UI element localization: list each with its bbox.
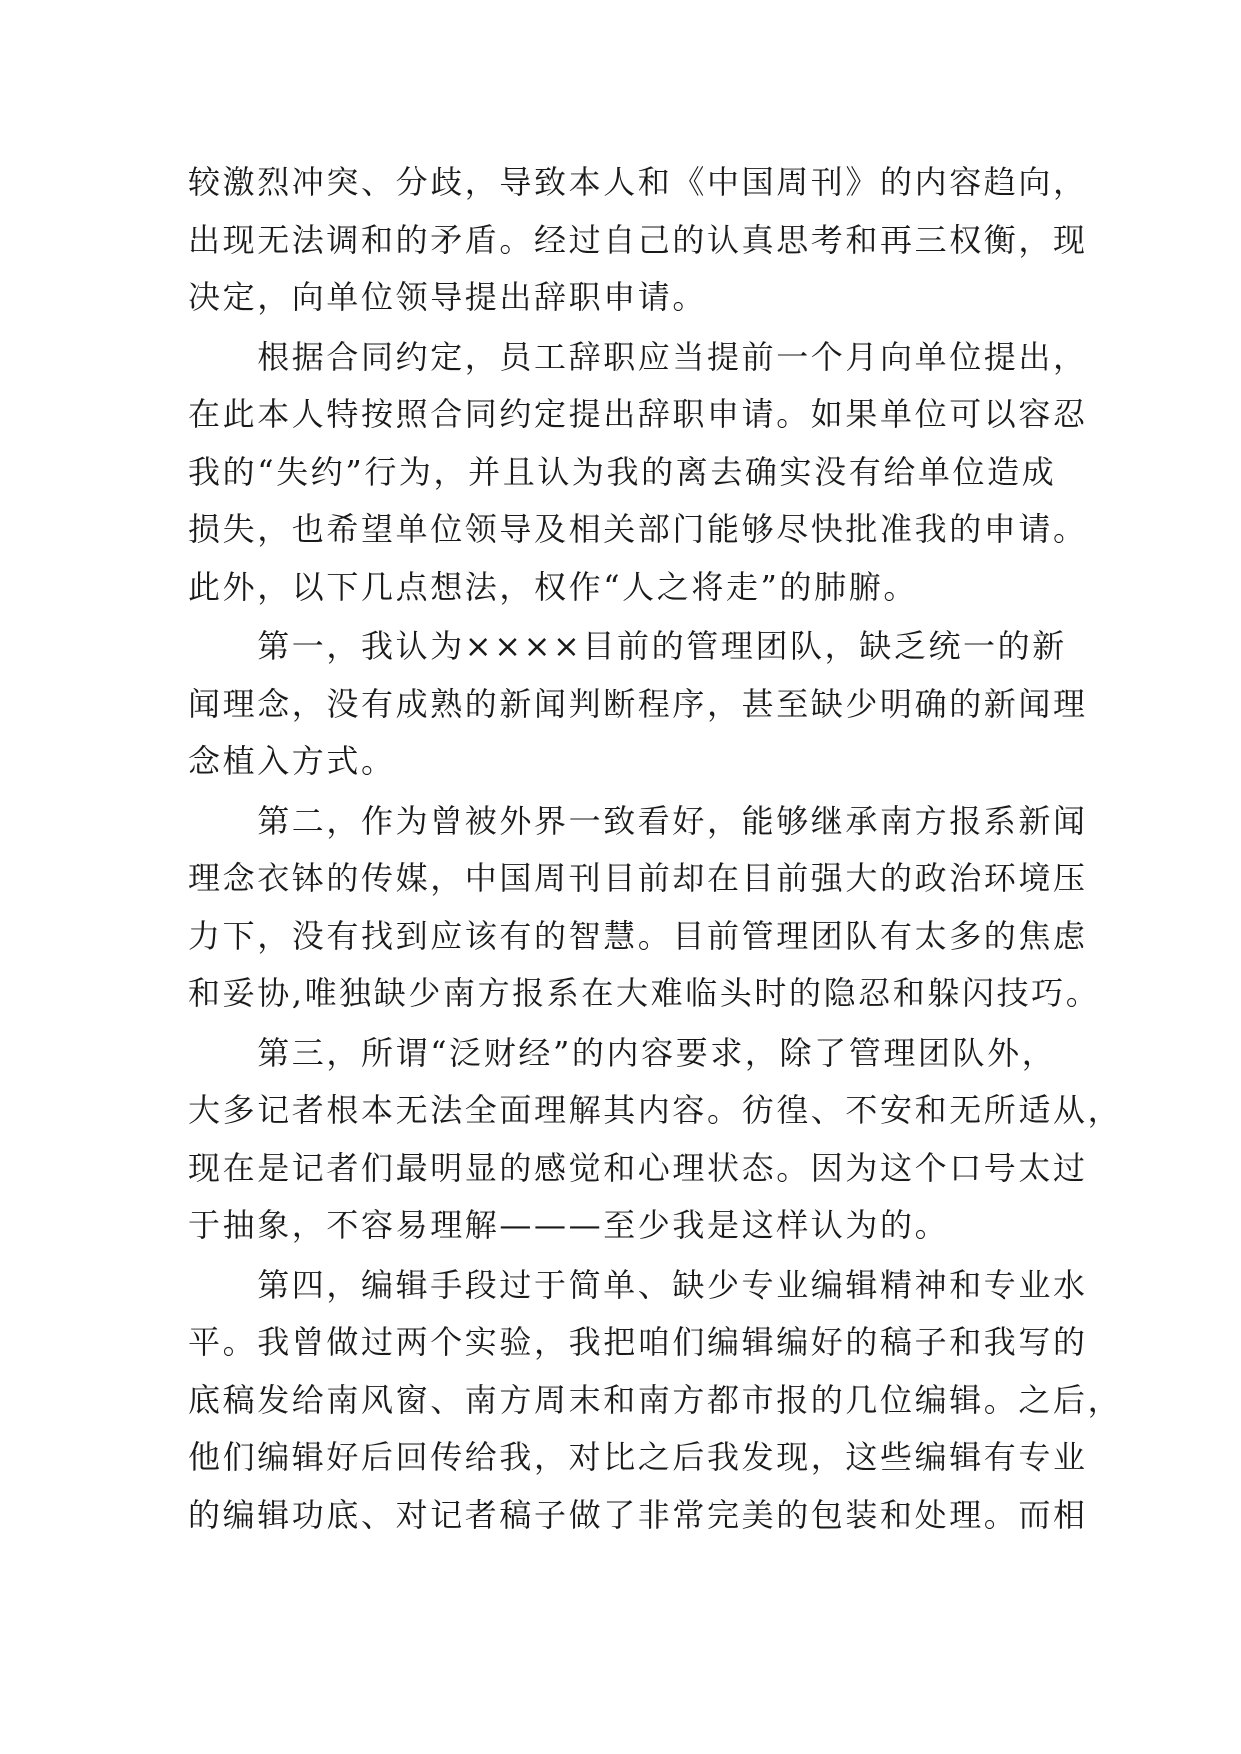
text-line: 理念衣钵的传媒，中国周刊目前却在目前强大的政治环境压 [188,859,1088,897]
text-line: 的编辑功底、对记者稿子做了非常完美的包装和处理。而相 [188,1495,1088,1534]
paragraph [188,618,1088,791]
text-line: 第二，作为曾被外界一致看好，能够继承南方报系新闻 [188,801,1088,840]
text-line: 我的“失约”行为，并且认为我的离去确实没有给单位造成 [188,452,1057,491]
text-line: 现在是记者们最明显的感觉和心理状态。因为这个口号太过 [188,1148,1088,1187]
text-line: 大多记者根本无法全面理解其内容。彷徨、不安和无所适从， [188,1091,1123,1129]
paragraph [188,1025,1123,1255]
text-line: 力下，没有找到应该有的智慧。目前管理团队有太多的焦虑 [188,916,1088,955]
paragraph [188,793,1101,1023]
text-line: 决定，向单位领导提出辞职申请。 [188,278,708,316]
text-line: 他们编辑好后回传给我，对比之后我发现，这些编辑有专业 [188,1438,1088,1476]
text-line: 底稿发给南风窗、南方周末和南方都市报的几位编辑。之后， [188,1380,1123,1419]
paragraph [188,1257,1123,1545]
text-line: 第四，编辑手段过于简单、缺少专业编辑精神和专业水 [188,1265,1088,1304]
text-line: 此外，以下几点想法，权作“人之将走”的肺腑。 [188,567,918,606]
text-line: 较激烈冲突、分歧，导致本人和《中国周刊》的内容趋向， [188,163,1088,201]
paragraph [188,329,1088,617]
text-line: 在此本人特按照合同约定提出辞职申请。如果单位可以容忍 [188,395,1088,433]
text-line: 和妥协,唯独缺少南方报系在大难临头时的隐忍和躲闪技巧。 [188,974,1101,1012]
text-line: 根据合同约定，员工辞职应当提前一个月向单位提出， [188,337,1088,376]
paragraph [188,154,1088,327]
text-line: 损失，也希望单位领导及相关部门能够尽快批准我的申请。 [188,510,1088,548]
text-line: 闻理念，没有成熟的新闻判断程序，甚至缺少明确的新闻理 [188,684,1088,723]
text-line: 平。我曾做过两个实验，我把咱们编辑编好的稿子和我写的 [188,1323,1088,1361]
text-line: 于抽象，不容易理解———至少我是这样认为的。 [188,1206,950,1244]
text-line: 第一，我认为××××目前的管理团队，缺乏统一的新 [188,627,1067,665]
text-line: 第三，所谓“泛财经”的内容要求，除了管理团队外， [188,1033,1057,1072]
text-line: 出现无法调和的矛盾。经过自己的认真思考和再三权衡，现 [188,220,1088,259]
document-body [188,154,1123,1544]
text-line: 念植入方式。 [188,742,396,780]
